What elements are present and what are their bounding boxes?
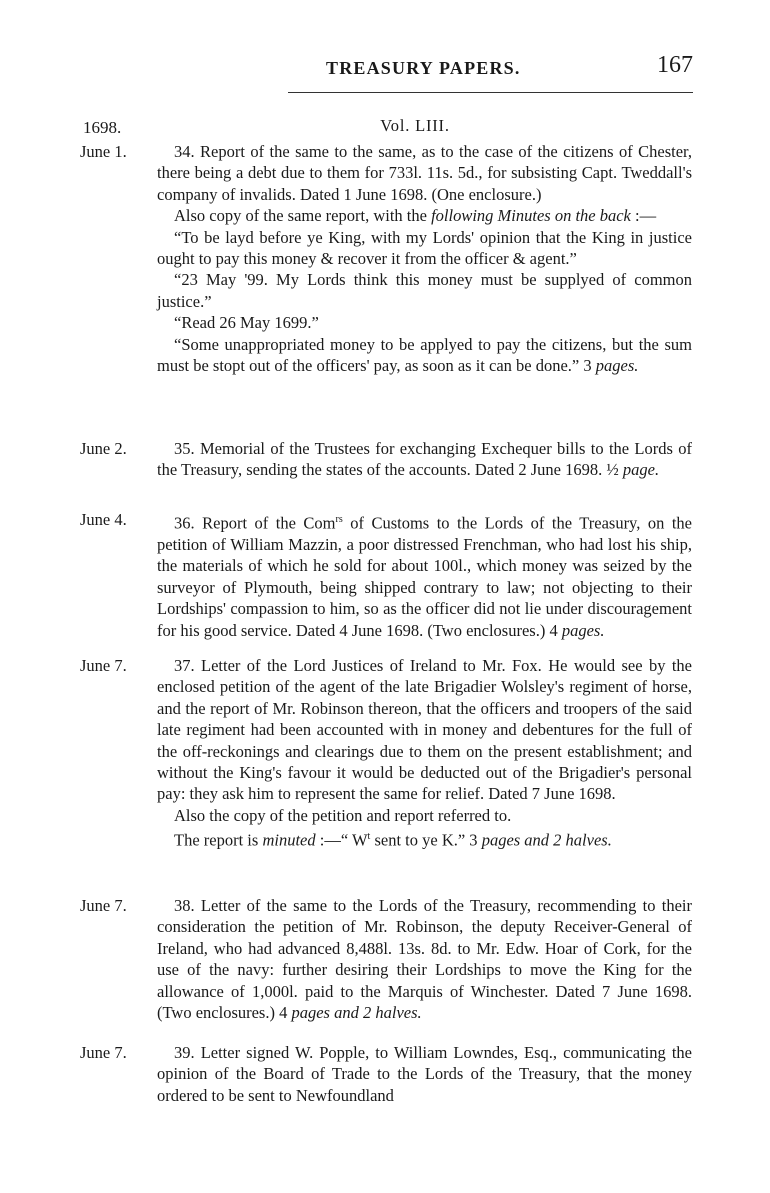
text-run: “Some unappropriated money to be applyed to pay the citizens, but the sum must be stopt out of the officers' pay, as soon as it can be done.” 3	[157, 334, 692, 376]
italic-run: following Minutes on the back	[431, 206, 631, 226]
superscript: rs	[335, 514, 343, 525]
entry-body	[157, 509, 692, 641]
entry-paragraph: 39. Letter signed W. Popple, to William Lowndes, Esq., communicating the opinion of the Board of Trade to the Lords of the Treasury, that the money ordered to be sent to Newfoundland	[157, 1043, 692, 1105]
entry-paragraph	[157, 895, 692, 1023]
entry-date: June 7.	[80, 896, 127, 915]
minute-quote: “Read 26 May 1699.”	[174, 313, 319, 333]
superscript: t	[367, 831, 371, 843]
entry-paragraph	[157, 205, 692, 226]
entry-paragraph: 34. Report of the same to the same, as to the case of the citizens of Chester, there being a debt due to them for 733l. 11s. 5d., for subsisting Capt. Tweddall's company of invalids. Dated 1 June 1698. (One enclosure.)	[157, 142, 692, 204]
text-run: :—“ W	[315, 830, 368, 850]
entry-body	[157, 895, 692, 1023]
minute-quote: “23 May '99. My Lords think this money must be supplyed of common justice.”	[157, 270, 692, 311]
entry-date: June 2.	[80, 439, 127, 458]
text-run: 36. Report of the Com	[174, 513, 336, 533]
entry-body	[157, 141, 692, 376]
entry-date: June 7.	[80, 1043, 127, 1062]
text-run: 38. Letter of the same to the Lords of the Treasury, recommending to their consideration the petition of Mr. Robinson, the deputy Receiver-General of Ireland, who had advanced 8,488l. 13s. 8d. to Mr. Edw. Hoar of Cork, for the use of the navy: further desiring their Lordships to move the King for the allowance of 1,000l. paid to the Marquis of Winchester. Dated 7 June 1698. (Two enclosures.) 4	[157, 896, 692, 1023]
running-header	[288, 52, 693, 93]
minute-quote	[157, 334, 692, 377]
italic-run: pages.	[561, 620, 605, 640]
text-run: The report is	[174, 830, 263, 850]
year-marginal: 1698.	[83, 118, 122, 137]
entry-date: June 1.	[80, 142, 127, 161]
text-run: sent to ye K.” 3	[370, 830, 482, 850]
text-run: Also copy of the same report, with the	[174, 206, 432, 226]
italic-run: minuted	[262, 830, 316, 850]
entry-body	[157, 655, 692, 851]
italic-run: pages and 2 halves.	[481, 830, 612, 850]
entry-paragraph: 37. Letter of the Lord Justices of Ireland to Mr. Fox. He would see by the enclosed petition of the agent of the late Brigadier Wolsley's regiment of horse, and the report of Mr. Robinson thereon, that the officers and troopers of the said late regiment had been accounted with in money and debentures for the full of the off-reckonings and clearings due to them on the present establishment; and without the King's favour it would be deducted out of the Brigadier's personal pay: they ask him to represent the same for relief. Dated 7 June 1698.	[157, 656, 692, 804]
entry-paragraph	[157, 826, 692, 851]
text-run: 35. Memorial of the Trustees for exchanging Exchequer bills to the Lords of the Treasury, sending the states of the accounts. Dated 2 June 1698. ½	[157, 439, 692, 480]
page-number: 167	[657, 52, 693, 78]
entry-body	[157, 1042, 692, 1106]
italic-run: page.	[622, 460, 660, 480]
entry-paragraph	[157, 438, 692, 481]
minute-quote: “To be layd before ye King, with my Lords' opinion that the King in justice ought to pay this money & recover it from the officer & agent.”	[157, 227, 692, 269]
entry-date: June 7.	[80, 656, 127, 675]
entry-paragraph	[157, 509, 692, 641]
text-run: of Customs to the Lords of the Treasury, on the petition of William Mazzin, a poor distressed Frenchman, who had lost his ship, the materials of which he sold for about 100l., which money was seized by the surveyor of Plymouth, being shipped contrary to law; not objecting to their Lordships' compassion to him, so as the officer did not lie under discouragement for his good service. Dated 4 June 1698. (Two enclosures.) 4	[157, 513, 693, 640]
volume-heading: Vol. LIII.	[380, 116, 450, 135]
text-run: :—	[630, 206, 657, 226]
running-title: TREASURY PAPERS.	[326, 58, 521, 78]
italic-run: pages.	[595, 356, 639, 376]
entry-body	[157, 438, 692, 481]
entry-date: June 4.	[80, 510, 127, 529]
italic-run: pages and 2 halves.	[291, 1003, 422, 1023]
entry-paragraph: Also the copy of the petition and report referred to.	[174, 805, 512, 825]
